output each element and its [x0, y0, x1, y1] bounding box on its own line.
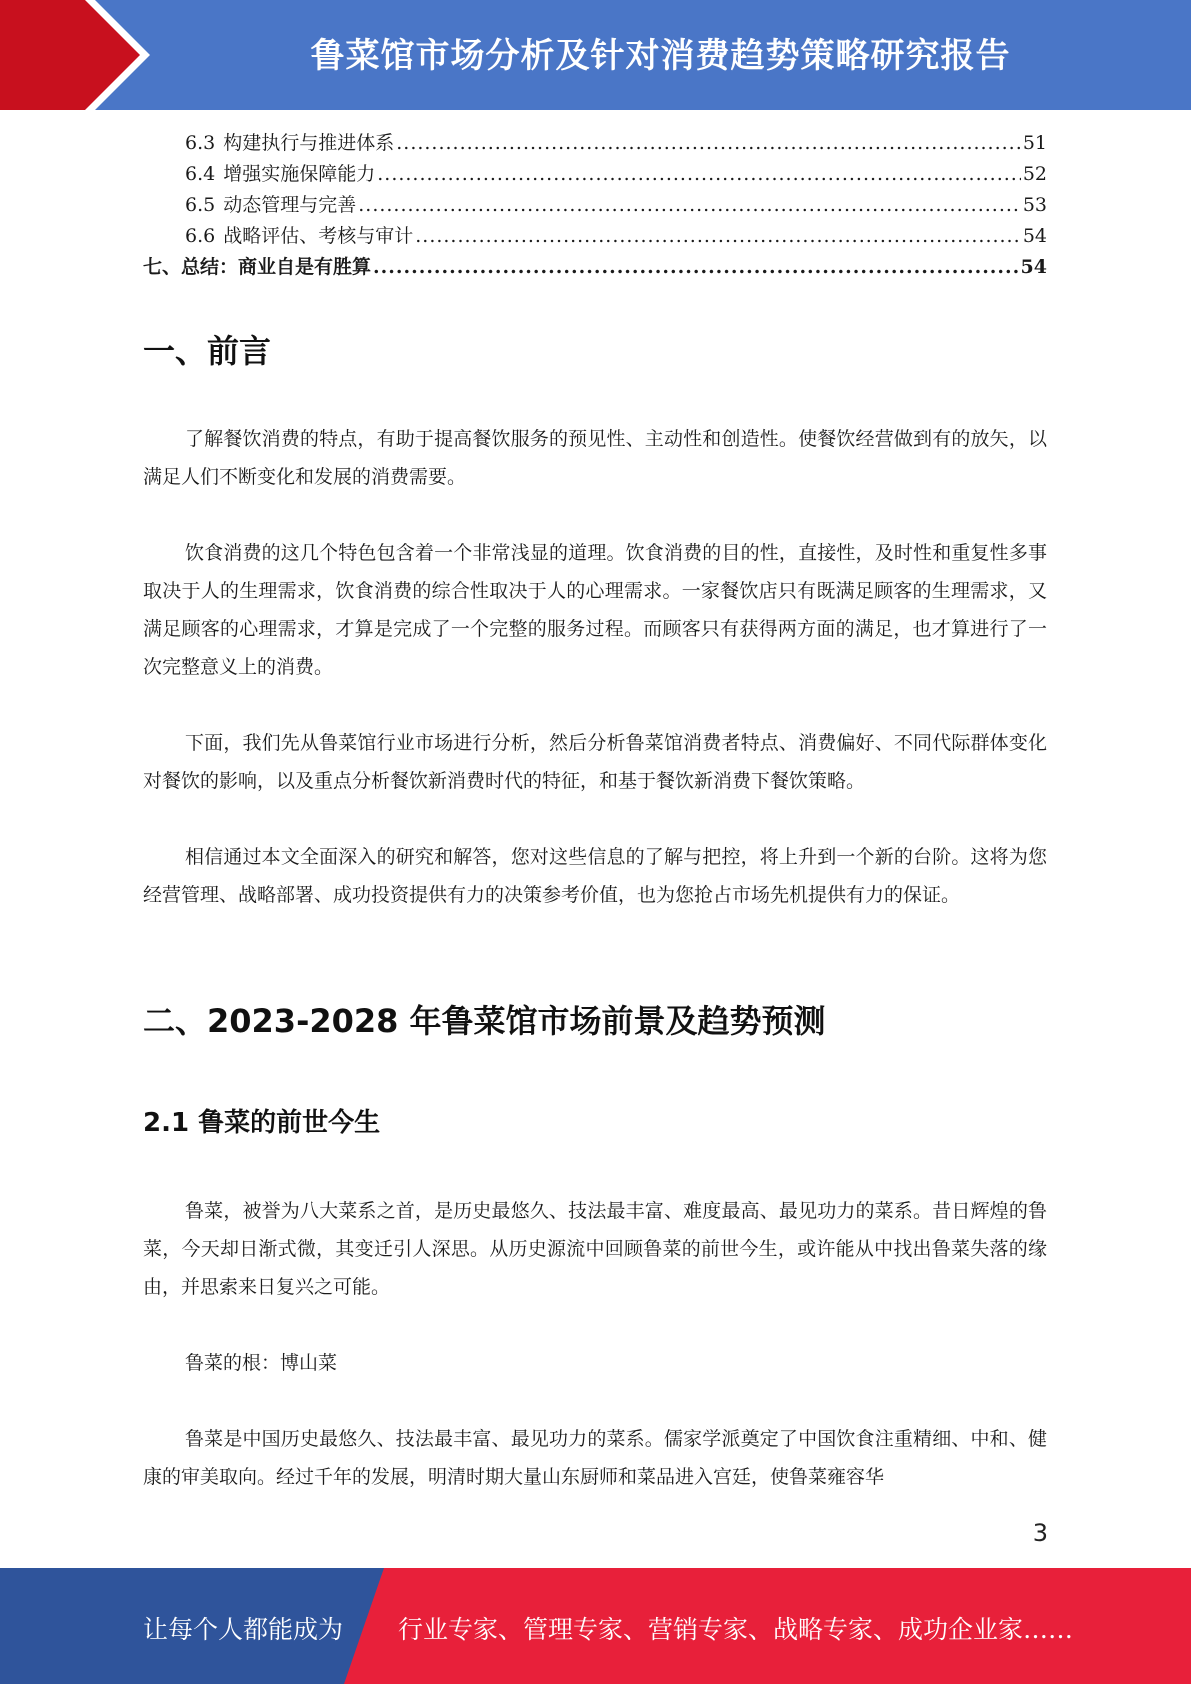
toc-entry-number: 6.3	[185, 132, 216, 154]
paragraph: 饮食消费的这几个特色包含着一个非常浅显的道理。饮食消费的目的性，直接性，及时性和重复性多事取决于人的生理需求，饮食消费的综合性取决于人的心理需求。一家餐饮店只有既满足顾客的生理需求，又满足顾客的心理需求，才算是完成了一个完整的服务过程。而顾客只有获得两方面的满足，也才算进行了一次完整意义上的消费。	[143, 542, 1047, 678]
toc-entry-label: 动态管理与完善	[223, 194, 357, 216]
section-heading-preface: 一、前言	[143, 332, 272, 370]
toc-entry-6-5[interactable]	[143, 190, 1047, 221]
footer-slogan-right: 行业专家、管理专家、营销专家、战略专家、成功企业家……	[398, 1615, 1074, 1644]
toc-entry-label: 构建执行与推进体系	[223, 132, 395, 154]
toc-entry-chapter-7[interactable]	[143, 252, 1047, 283]
toc-entry-number: 6.6	[185, 225, 216, 247]
toc-entry-label: 战略评估、考核与审计	[223, 225, 414, 247]
paragraph: 了解餐饮消费的特点，有助于提高餐饮服务的预见性、主动性和创造性。使餐饮经营做到有的放矢，以满足人们不断变化和发展的消费需要。	[143, 428, 1047, 488]
toc-entry-6-6[interactable]	[143, 221, 1047, 252]
toc-entry-label: 七、总结：商业自是有胜算	[143, 256, 372, 278]
toc-entry-6-3[interactable]	[143, 128, 1047, 159]
toc-leader-dots	[396, 132, 1021, 154]
toc-entry-6-4[interactable]	[143, 159, 1047, 190]
section-heading-forecast: 二、2023-2028 年鲁菜馆市场前景及趋势预测	[143, 1002, 826, 1040]
paragraph: 相信通过本文全面深入的研究和解答，您对这些信息的了解与把控，将上升到一个新的台阶。这将为您经营管理、战略部署、成功投资提供有力的决策参考价值，也为您抢占市场先机提供有力的保证。	[143, 846, 1047, 906]
table-of-contents	[143, 128, 1047, 283]
toc-entry-label: 增强实施保障能力	[223, 163, 376, 185]
header-banner	[0, 0, 1191, 110]
paragraph: 鲁菜的根：博山菜	[185, 1352, 338, 1374]
toc-entry-number: 6.5	[185, 194, 216, 216]
subsection-heading: 2.1 鲁菜的前世今生	[143, 1108, 381, 1138]
paragraph: 下面，我们先从鲁菜馆行业市场进行分析，然后分析鲁菜馆消费者特点、消费偏好、不同代际群体变化对餐饮的影响，以及重点分析餐饮新消费时代的特征，和基于餐饮新消费下餐饮策略。	[143, 732, 1047, 792]
page-number: 3	[1032, 1519, 1048, 1547]
footer-slogan-left: 让每个人都能成为	[143, 1615, 344, 1644]
toc-entry-page: 52	[1022, 163, 1047, 185]
toc-leader-dots	[373, 256, 1019, 278]
toc-entry-page: 54	[1020, 256, 1047, 278]
toc-leader-dots	[415, 225, 1021, 247]
paragraph: 鲁菜，被誉为八大菜系之首，是历史最悠久、技法最丰富、难度最高、最见功力的菜系。昔日辉煌的鲁菜，今天却日渐式微，其变迁引人深思。从历史源流中回顾鲁菜的前世今生，或许能从中找出鲁菜失落的缘由，并思索来日复兴之可能。	[143, 1200, 1047, 1298]
toc-leader-dots	[377, 163, 1021, 185]
toc-leader-dots	[358, 194, 1021, 216]
toc-entry-page: 53	[1022, 194, 1047, 216]
toc-entry-page: 51	[1022, 132, 1047, 154]
report-title: 鲁菜馆市场分析及针对消费趋势策略研究报告	[310, 36, 1011, 76]
toc-entry-page: 54	[1022, 225, 1047, 247]
footer-banner	[0, 1568, 1191, 1684]
paragraph: 鲁菜是中国历史最悠久、技法最丰富、最见功力的菜系。儒家学派奠定了中国饮食注重精细、中和、健康的审美取向。经过千年的发展，明清时期大量山东厨师和菜品进入宫廷，使鲁菜雍容华	[143, 1428, 1047, 1488]
toc-entry-number: 6.4	[185, 163, 216, 185]
